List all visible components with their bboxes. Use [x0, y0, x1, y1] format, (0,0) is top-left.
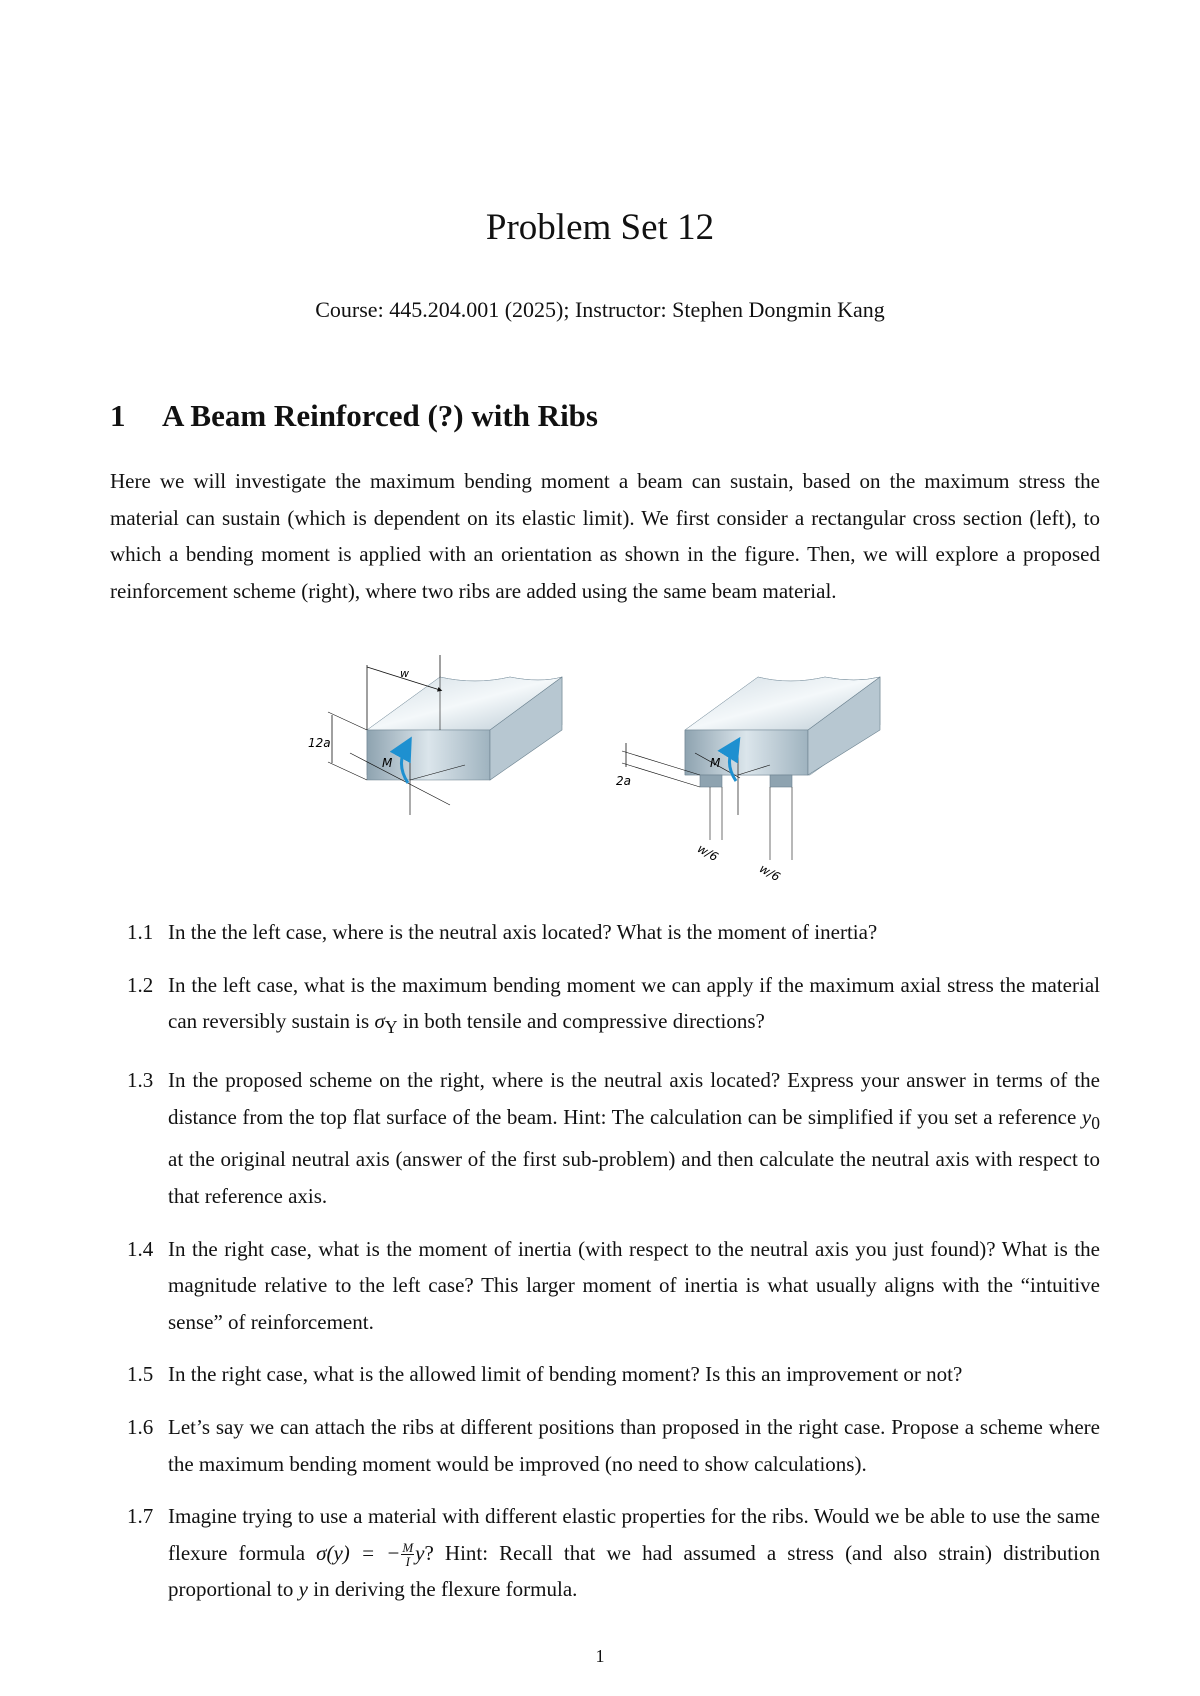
- math-subscript: 0: [1091, 1112, 1100, 1133]
- beam-figure: [300, 655, 900, 885]
- problem-item: [120, 914, 1100, 951]
- problem-list: [120, 914, 1100, 1624]
- problem-text: Let’s say we can attach the ribs at different positions than proposed in the right case. Propose a scheme where the maximum bending moment would be improved (no need to show calculations).: [168, 1414, 1100, 1476]
- problem-text: [168, 1068, 1100, 1208]
- problem-item: [120, 1409, 1100, 1482]
- problem-number: 1.1: [127, 920, 154, 944]
- problem-text: In the the left case, where is the neutral axis located? What is the moment of inertia?: [168, 920, 878, 944]
- problem-text-part: ? Hint: Recall that we had assumed a stress (and also strain) distribution proportional to: [168, 1540, 1100, 1602]
- rib-width-label-2: w/6: [756, 861, 783, 885]
- right-moment-label: M: [710, 756, 721, 770]
- problem-item: [120, 1231, 1100, 1341]
- problem-text-part: at the original neutral axis (answer of the first sub-problem) and then calculate the neutral axis with respect to that reference axis.: [168, 1147, 1100, 1208]
- left-moment-label: M: [382, 756, 393, 770]
- problem-number: 1.6: [127, 1414, 154, 1439]
- math-symbol: σ: [374, 1009, 385, 1034]
- problem-item: [120, 1356, 1100, 1393]
- problem-number: 1.4: [127, 1236, 154, 1261]
- flexure-fraction: [401, 1541, 414, 1568]
- section-title: A Beam Reinforced (?) with Ribs: [162, 398, 598, 433]
- problem-number: 1.7: [127, 1504, 154, 1529]
- math-symbol: y: [298, 1577, 308, 1602]
- right-beam: [616, 677, 880, 884]
- math-subscript: Y: [384, 1017, 398, 1038]
- fraction-denominator: I: [405, 1554, 410, 1570]
- left-width-label: w: [400, 667, 409, 680]
- problem-text-part: In the left case, what is the maximum bending moment we can apply if the maximum axial stress the material can reversibly sustain is: [168, 972, 1100, 1034]
- problem-text: In the right case, what is the allowed limit of bending moment? Is this an improvement or not?: [168, 1362, 963, 1387]
- problem-item: [120, 1062, 1100, 1215]
- fraction-numerator: M: [402, 1540, 414, 1556]
- rib-width-label-1: w/6: [694, 841, 721, 865]
- section-number: 1: [110, 398, 126, 433]
- flexure-formula-lhs: σ(y) = −: [316, 1540, 401, 1565]
- problem-number: 1.2: [127, 972, 154, 997]
- problem-item: [120, 967, 1100, 1046]
- left-height-label: 12a: [308, 736, 331, 750]
- problem-text: [168, 972, 1100, 1038]
- problem-text-part: in deriving the flexure formula.: [307, 1577, 578, 1602]
- problem-text-part: Imagine trying to use a material with different elastic properties for the ribs. Would we be able to use the same flexure formula: [168, 1504, 1100, 1565]
- left-beam: [308, 655, 562, 815]
- course-subtitle: Course: 445.204.001 (2025); Instructor: Stephen Dongmin Kang: [315, 297, 885, 322]
- math-symbol: y: [1081, 1104, 1092, 1129]
- problem-text: In the right case, what is the moment of inertia (with respect to the neutral axis you just found)? What is the magnitude relative to the left case? This larger moment of inertia is what usually aligns with the “intuitive sense” of reinforcement.: [168, 1236, 1100, 1334]
- page-title: Problem Set 12: [485, 207, 715, 248]
- rib-height-label: 2a: [616, 774, 631, 788]
- section-heading: [110, 398, 598, 434]
- problem-text: [168, 1504, 1100, 1601]
- page-number: 1: [595, 1646, 605, 1666]
- problem-item: [120, 1498, 1100, 1608]
- problem-number: 1.3: [127, 1067, 154, 1092]
- problem-text-part: In the proposed scheme on the right, where is the neutral axis located? Express your answer in terms of the distance from the top flat surface of the beam. Hint: The calculation can be simplified if you set a reference: [168, 1067, 1100, 1129]
- flexure-formula-rhs: y: [415, 1540, 425, 1565]
- intro-paragraph: Here we will investigate the maximum bending moment a beam can sustain, based on the maximum stress the material can sustain (which is dependent on its elastic limit). We first consider a rectangular cross section (left), to which a bending moment is applied with an orientation as shown in the figure. Then, we will explore a proposed reinforcement scheme (right), where two ribs are added using the same beam material.: [110, 469, 1100, 603]
- problem-number: 1.5: [127, 1362, 154, 1387]
- problem-text-part: in both tensile and compressive directions?: [397, 1009, 765, 1034]
